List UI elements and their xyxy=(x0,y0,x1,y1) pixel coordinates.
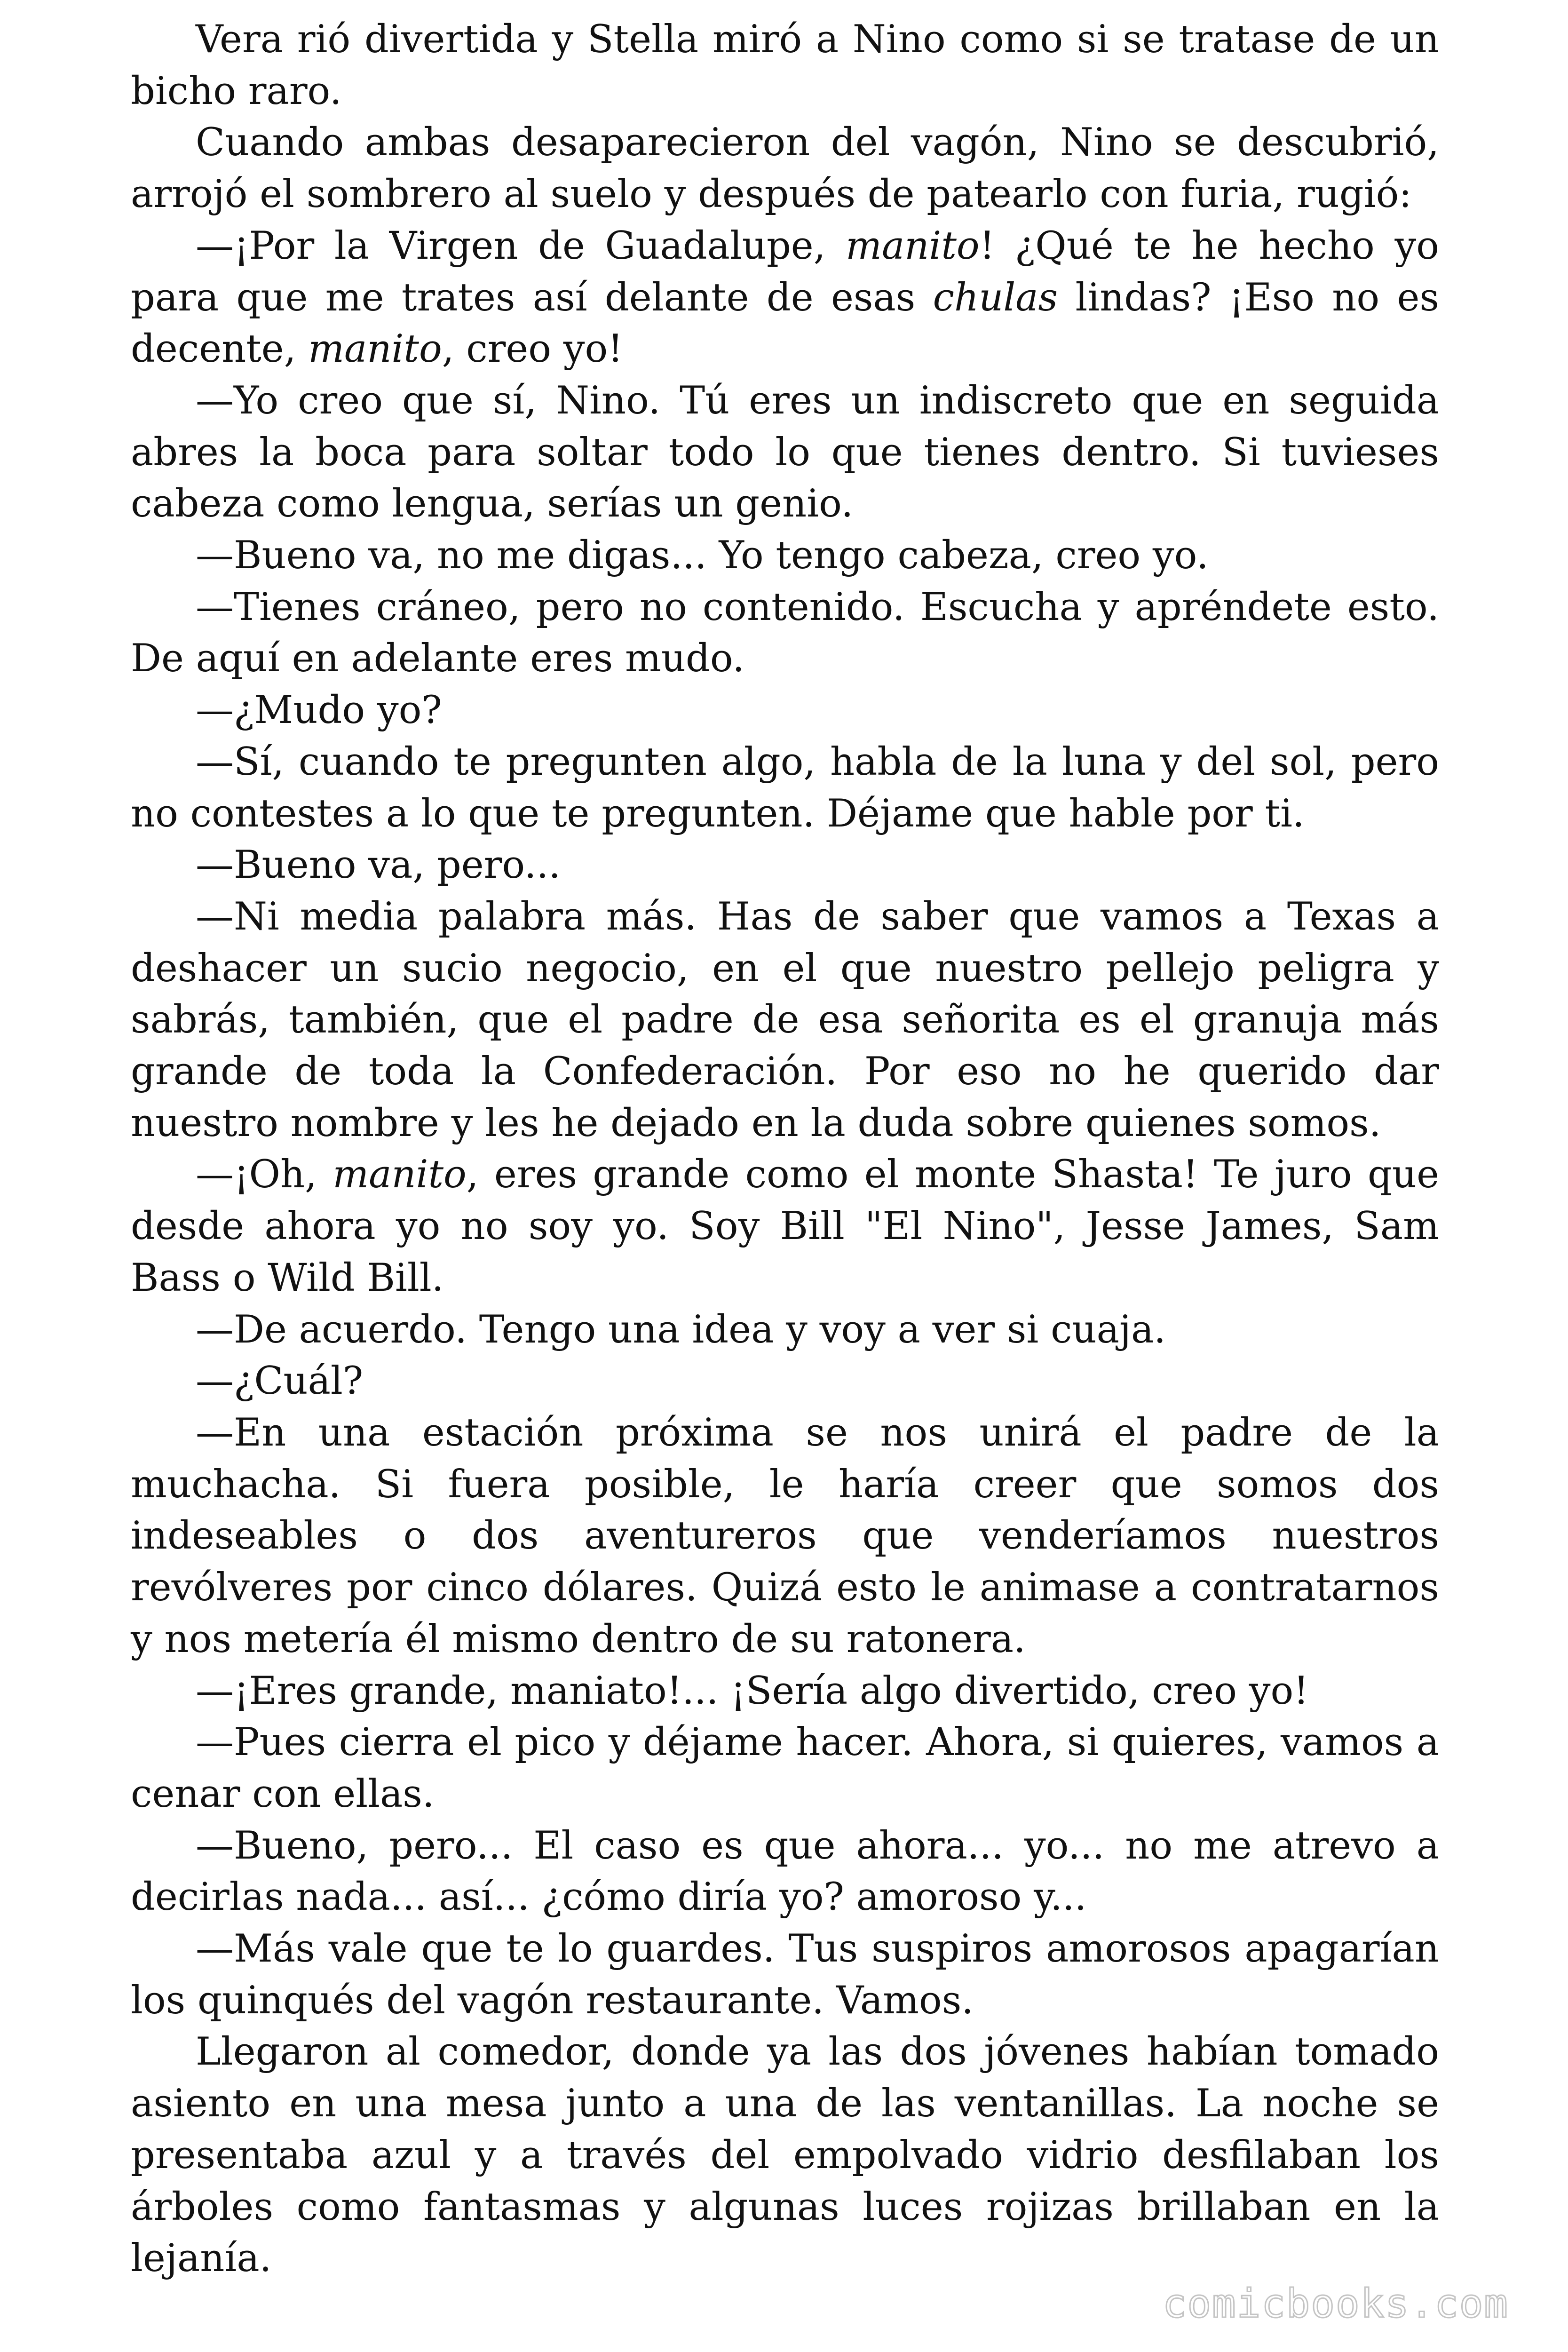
paragraph xyxy=(131,685,1439,737)
text-run: , creo yo! xyxy=(442,327,623,372)
text-run: —Bueno va, no me digas... Yo tengo cabeza, creo yo. xyxy=(196,533,1209,578)
text-run: —En una estación próxima se nos unirá el padre de la muchacha. Si fuera posible, le haría creer que somos dos indeseables o dos aventureros que venderíamos nuestros revólveres por cinco dólares. Quizá esto le animase a contratarnos y nos metería él mismo dentro de su ratonera. xyxy=(131,1410,1439,1661)
text-run: —Bueno, pero... El caso es que ahora... yo... no me atrevo a decirlas nada... así... ¿cómo diría yo? amoroso y... xyxy=(131,1823,1439,1920)
paragraph xyxy=(131,1304,1439,1356)
paragraph xyxy=(131,1149,1439,1304)
paragraph xyxy=(131,221,1439,375)
text-run: —Bueno va, pero... xyxy=(196,843,561,888)
paragraph xyxy=(131,117,1439,220)
paragraph xyxy=(131,1666,1439,1717)
text-run: ! ¿Qué te he hecho yo para que me trates así delante de esas xyxy=(131,223,1439,320)
text-run: —¿Cuál? xyxy=(196,1359,364,1404)
paragraph xyxy=(131,1717,1439,1820)
text-run: —De acuerdo. Tengo una idea y voy a ver si cuaja. xyxy=(196,1307,1166,1352)
paragraph xyxy=(131,737,1439,840)
text-run: Vera rió divertida y Stella miró a Nino como si se tratase de un bicho raro. xyxy=(131,17,1439,113)
italic-word: manito xyxy=(846,223,980,268)
paragraph xyxy=(131,1356,1439,1407)
paragraph xyxy=(131,375,1439,530)
text-run: —¡Por la Virgen de Guadalupe, xyxy=(196,223,846,268)
text-run: , eres grande como el monte Shasta! Te juro que desde ahora yo no soy yo. Soy Bill "El Nino", Jesse James, Sam Bass o Wild Bill. xyxy=(131,1152,1440,1300)
text-run: —Tienes cráneo, pero no contenido. Escucha y apréndete esto. De aquí en adelante eres mudo. xyxy=(131,585,1439,681)
text-run: —Yo creo que sí, Nino. Tú eres un indiscreto que en seguida abres la boca para soltar todo lo que tienes dentro. Si tuvieses cabeza como lengua, serías un genio. xyxy=(131,378,1439,526)
italic-word: chulas xyxy=(933,275,1058,320)
italic-word: manito xyxy=(308,327,442,372)
text-run: —Pues cierra el pico y déjame hacer. Ahora, si quieres, vamos a cenar con ellas. xyxy=(131,1720,1439,1816)
text-run: Cuando ambas desaparecieron del vagón, Nino se descubrió, arrojó el sombrero al suelo y después de patearlo con furia, rugió: xyxy=(131,120,1439,217)
text-run: lindas? ¡Eso no es decente, xyxy=(131,275,1440,372)
body-text xyxy=(131,14,1439,2285)
paragraph xyxy=(131,530,1439,582)
text-run: —Más vale que te lo guardes. Tus suspiros amorosos apagarían los quinqués del vagón restaurante. Vamos. xyxy=(131,1927,1439,2023)
text-run: —¿Mudo yo? xyxy=(196,688,442,733)
paragraph xyxy=(131,14,1439,117)
text-run: —Sí, cuando te pregunten algo, habla de la luna y del sol, pero no contestes a lo que te pregunten. Déjame que hable por ti. xyxy=(131,739,1439,836)
text-run: Llegaron al comedor, donde ya las dos jóvenes habían tomado asiento en una mesa junto a una de las ventanillas. La noche se presentaba azul y a través del empolvado vidrio desfilaban los árboles como fantasmas y algunas luces rojizas brillaban en la lejanía. xyxy=(131,2030,1439,2281)
paragraph xyxy=(131,1820,1439,1923)
text-run: —¡Oh, xyxy=(196,1152,333,1197)
italic-word: manito xyxy=(333,1152,467,1197)
paragraph xyxy=(131,840,1439,891)
paragraph xyxy=(131,2026,1439,2285)
watermark: comicbooks.com xyxy=(1162,2280,1509,2327)
paragraph xyxy=(131,582,1439,685)
text-run: —Ni media palabra más. Has de saber que vamos a Texas a deshacer un sucio negocio, en el que nuestro pellejo peligra y sabrás, también, que el padre de esa señorita es el granuja más grande de toda la Confederación. Por eso no he querido dar nuestro nombre y les he dejado en la duda sobre quienes somos. xyxy=(131,894,1439,1145)
paragraph xyxy=(131,1407,1439,1666)
paragraph xyxy=(131,1923,1439,2026)
paragraph xyxy=(131,891,1439,1150)
text-run: —¡Eres grande, maniato!... ¡Sería algo divertido, creo yo! xyxy=(196,1669,1309,1713)
